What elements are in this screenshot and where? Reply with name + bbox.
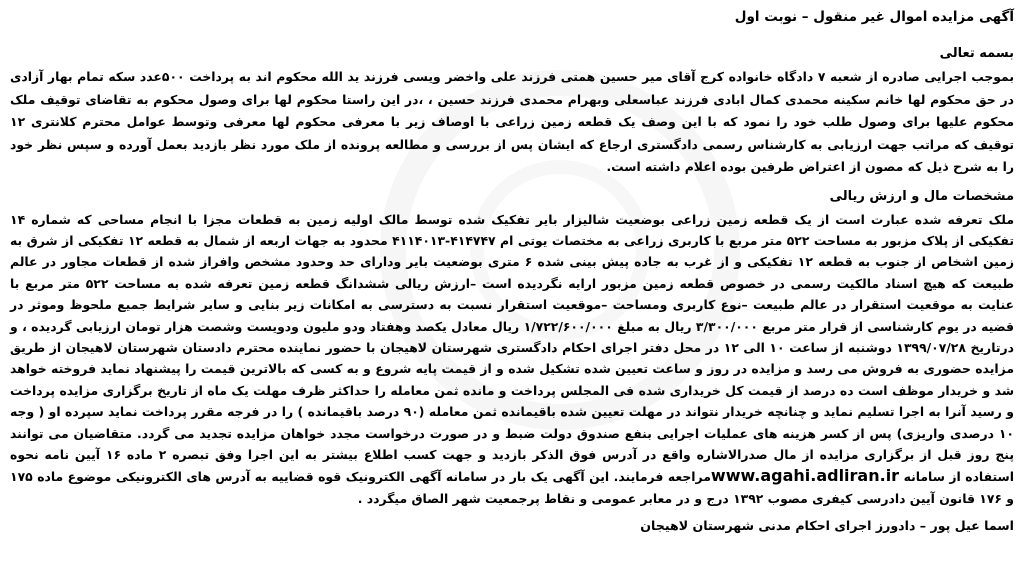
notice-title: آگهی مزایده اموال غیر منقول – نوبت اول xyxy=(734,9,1014,25)
invocation: بسمه تعالی xyxy=(939,46,1014,61)
section-heading: مشخصات مال و ارزش ریالی xyxy=(829,188,1014,204)
signature: اسما عیل پور – دادورز اجرای احکام مدنی شهرستان لاهیجان xyxy=(640,518,1014,534)
body-text-before-site: ملک تعرفه شده عبارت است از یک قطعه زمین زراعی بوضعیت شالیزار بایر تفکیک شده توسط مالک اولیه زمین به قطعات مجزا با انجام مساحی که شماره ۱۴ تفکیکی از پلاک مزبور به مساحت ۵۲۲ متر مربع با کاربری زراعی به مختصات یوتی ام ۴۱۴۷۴۷-۴۱۱۴۰۱۳ محدود به جهات اربعه از شمال به قطعه ۱۲ تفکیکی از شرق به زمین اشخاص از جنوب به قطعه ۱۲ تفکیکی و از غرب به جاده پیش بینی شده ۶ متری بوضعیت بایر ودارای حد وحدود مشخص وافراز شده از قطعات مجاور در عالم طبیعت که هیچ اسناد مالکیت رسمی در خصوص قطعه زمین مزبور ارایه نگردیده است –ارزش ریالی ششدانگ قطعه زمین تعرفه شده به مساحت ۵۲۲ متر مربع با عنایت به موقعیت استقرار در عالم طبیعت –نوع کاربری ومساحت –موقعیت استقرار نسبت به دسترسی به امکانات زیر بنایی و سایر شرایط جمیع ملحوظ وموثر در قضیه در یوم کارشناسی از قرار متر مربع ۳/۳۰۰/۰۰۰ ریال به مبلغ ۱/۷۲۲/۶۰۰/۰۰۰ ریال معادل یکصد وهفتاد ودو ملیون ودویست وشصت هزار تومان ارزیابی گردیده ، و درتاریخ ۱۳۹۹/۰۷/۲۸ دوشنبه از ساعت ۱۰ الی ۱۲ در محل دفتر اجرای احکام دادگستری شهرستان لاهیجان با حضور نماینده محترم دادستان شهرستان لاهیجان از طریق مزایده حضوری به فروش می رسد و مزایده در روز و ساعت تعیین شده تشکیل شده و از قیمت پایه شروع و به کسی که بالاترین قیمت را پیشنهاد نماید فروخته خواهد شد و خریدار موظف است ده درصد از قیمت کل خریداری شده فی المجلس پرداخت و مانده ثمن معامله را حداکثر ظرف مهلت یک ماه از تاریخ برگزاری مزایده پرداخت و رسید آنرا به اجرا تسلیم نماید و چنانچه خریدار نتواند در مهلت تعیین شده باقیمانده ثمن معامله (۹۰ درصد باقیمانده ) را در فرجه مقرر پرداخت نماید سپرده او ( وجه ۱۰ درصدی واریزی) پس از کسر هزینه های عملیات اجرایی بنفع صندوق دولت ضبط و در صورت درخواست مجدد خواهان مزایده تجدید می گردد. متقاضیان می توانند پنج روز قبل از برگزاری مزایده از مال صدرالاشاره واقع در آدرس فوق الذکر بازدید و جهت کسب اطلاع بیشتر به این اجرا وفق تبصره ۲ ماده ۱۶ آیین نامه نحوه استفاده از سامانه xyxy=(10,211,1015,485)
website-link[interactable]: www.agahi.adliran.ir xyxy=(710,466,900,486)
property-details-paragraph xyxy=(10,209,1014,510)
body-text-after-site: مراجعه فرمایند. این آگهی یک بار در سامانه آگهی الکترونیک قوه قضاییه به آدرس های الکترونیکی موضوع ماده ۱۷۵ و ۱۷۶ قانون آیین دادرسی کیفری مصوب ۱۳۹۲ درج و در معابر عمومی و نقاط پرجمعیت شهر الصاق میگردد . xyxy=(10,469,1014,506)
intro-paragraph: بموجب اجرایی صادره از شعبه ۷ دادگاه خانواده کرج آقای میر حسین همتی فرزند علی واخضر ویسی فرزند ید الله محکوم اند به پرداخت ۵۰۰عدد سکه تمام بهار آزادی در حق محکوم لها خانم سکینه محمدی کمال ابادی فرزند عباسعلی وبهرام محمدی فرزند حسین ، ،در این راستا محکوم لها برای وصول محکوم به تقاضای توقیف ملک محکوم علیها برای وصول طلب خود را نمود که با این وصف یک قطعه زمین زراعی با اوصاف زیر با معرفی محکوم لها معرفی وتوسط عوامل محترم کلانتری ۱۲ توقیف که مراتب جهت ارزیابی به کارشناس رسمی دادگستری ارجاع که ایشان پس از بررسی و مطالعه پرونده از ملک مورد نظر بازدید بعمل آورده و سپس نظر خود را به شرح ذیل که مصون از اعتراض طرفین بوده اعلام داشته است. xyxy=(10,69,1015,174)
